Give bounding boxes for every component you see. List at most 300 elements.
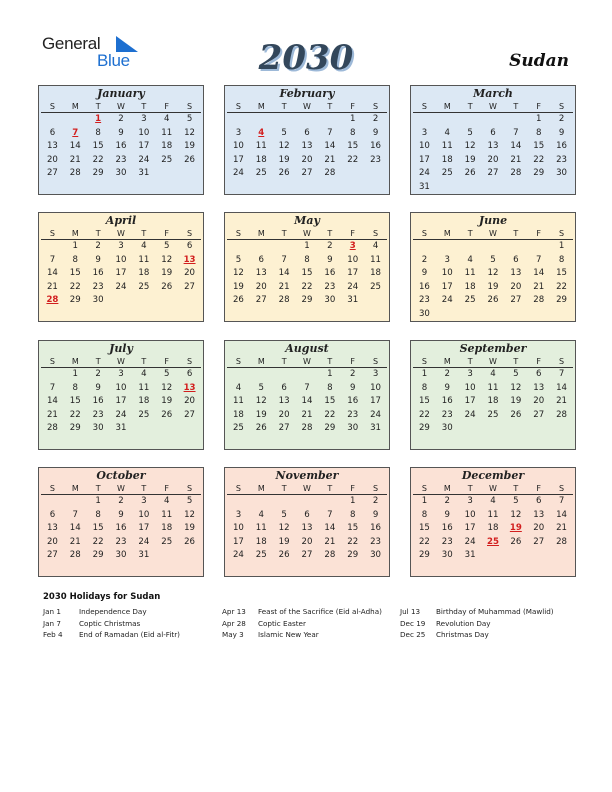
day-cell: 9 (118, 509, 124, 520)
day-cell: 24 (464, 409, 476, 420)
day-cell: 23 (370, 536, 382, 547)
holiday-date: Dec 25 (400, 630, 426, 640)
logo-text-blue: Blue (97, 51, 130, 70)
day-cell: 4 (163, 114, 170, 124)
weekday-label: S (49, 484, 55, 493)
day-cell: 19 (184, 141, 196, 152)
day-cell: 22 (556, 281, 568, 292)
holidays-column (400, 606, 554, 641)
day-cell: 22 (92, 154, 104, 165)
day-cell: 19 (161, 396, 173, 407)
day-cell: 20 (487, 154, 499, 165)
day-cell: 7 (304, 382, 310, 393)
weekday-label: W (117, 102, 125, 111)
weekday-header (41, 356, 201, 368)
weekday-header (413, 483, 573, 495)
day-cell: 27 (278, 423, 290, 434)
holiday-name: Feast of the Sacrifice (Eid al-Adha) (258, 607, 382, 616)
day-cell: 13 (301, 141, 313, 152)
day-cell: 18 (487, 396, 499, 407)
day-cell: 26 (184, 154, 196, 165)
day-cell: 13 (255, 268, 267, 279)
holiday-date: Apr 28 (222, 618, 246, 628)
day-cell: 23 (441, 409, 453, 420)
day-cell: 16 (370, 523, 382, 534)
empty-day (273, 368, 296, 382)
weekday-label: S (49, 229, 55, 238)
logo-triangle-icon (116, 36, 138, 52)
day-cell: 18 (255, 536, 267, 547)
weekday-label: M (71, 357, 79, 366)
weekday-label: T (141, 357, 147, 366)
day-cell: 21 (510, 154, 522, 165)
day-cell: 21 (278, 281, 290, 292)
day-cell: 7 (513, 127, 519, 138)
month-title: October (96, 469, 146, 482)
day-cell: 18 (441, 154, 453, 165)
day-cell: 3 (235, 509, 242, 520)
day-cell: 20 (301, 536, 313, 547)
country-name: Sudan (509, 51, 569, 71)
day-cell: 28 (556, 409, 568, 420)
day-cell: 25 (255, 168, 267, 179)
day-cell: 19 (255, 409, 267, 420)
day-cell: 30 (441, 550, 453, 561)
empty-day (504, 240, 527, 254)
holiday-name: Coptic Christmas (79, 618, 141, 628)
day-cell: 7 (72, 509, 78, 520)
day-cell: 27 (487, 168, 499, 179)
day-cell: 31 (138, 168, 150, 179)
day-cell: 7 (558, 369, 565, 379)
day-cell: 11 (161, 127, 173, 138)
day-cell: 29 (418, 423, 430, 434)
day-cell: 1 (421, 496, 428, 506)
weekday-label: S (559, 102, 565, 111)
weekday-header (41, 101, 201, 113)
day-cell: 30 (115, 550, 127, 561)
day-cell: 13 (487, 141, 499, 152)
day-cell: 13 (533, 509, 545, 520)
weekday-label: F (350, 357, 356, 366)
day-cell: 29 (69, 295, 81, 306)
weekday-label: S (559, 229, 565, 238)
day-cell: 7 (49, 382, 56, 393)
day-cell: 6 (535, 369, 542, 379)
day-cell: 14 (510, 141, 522, 152)
day-cell: 28 (301, 423, 313, 434)
day-cell: 19 (232, 281, 244, 292)
day-cell: 16 (347, 396, 359, 407)
day-cell: 7 (281, 254, 287, 265)
weekday-label: F (350, 484, 356, 493)
day-cell: 12 (487, 268, 499, 279)
day-cell: 20 (46, 154, 58, 165)
empty-day (250, 368, 273, 382)
day-cell: 28 (69, 550, 81, 561)
empty-day (227, 240, 250, 254)
weekday-header (227, 101, 387, 113)
day-cell: 29 (347, 550, 359, 561)
day-cell: 4 (490, 496, 496, 506)
day-cell: 14 (278, 268, 290, 279)
day-cell: 9 (421, 268, 428, 279)
weekday-label: F (350, 102, 356, 111)
day-cell: 11 (255, 523, 267, 534)
day-cell: 3 (141, 114, 147, 124)
month-title: November (275, 469, 339, 482)
day-cell: 9 (372, 127, 379, 138)
empty-day (482, 240, 505, 254)
day-cell: 10 (138, 509, 150, 520)
day-cell: 11 (232, 396, 244, 407)
weekday-label: W (303, 229, 311, 238)
day-cell: 14 (324, 523, 336, 534)
day-cell: 20 (184, 268, 196, 279)
empty-day (227, 113, 250, 127)
day-cell: 9 (349, 382, 356, 393)
holiday-date: Apr 13 (222, 607, 246, 616)
day-cell: 8 (349, 509, 356, 520)
day-cell: 5 (513, 369, 519, 379)
weekday-label: W (489, 484, 497, 493)
day-cell: 6 (186, 369, 193, 379)
holiday-entry (222, 606, 382, 618)
day-cell: 23 (324, 281, 336, 292)
day-cell: 10 (464, 509, 476, 520)
day-cell: 1 (72, 369, 78, 379)
day-cell: 12 (161, 254, 173, 265)
day-cell: 3 (118, 241, 124, 251)
weekday-label: T (95, 229, 101, 238)
weekday-label: S (187, 357, 193, 366)
day-cell: 6 (49, 127, 56, 138)
holiday-entry (43, 606, 180, 618)
weekday-label: W (303, 357, 311, 366)
weekday-label: M (71, 102, 79, 111)
month-title: September (459, 342, 527, 355)
weekday-label: T (281, 229, 287, 238)
day-cell: 6 (535, 496, 542, 506)
day-cell: 13 (533, 382, 545, 393)
day-cell: 15 (533, 141, 545, 152)
holiday-day: 13 (183, 382, 196, 393)
day-cell: 27 (46, 550, 58, 561)
day-cell: 17 (115, 268, 127, 279)
weekday-label: T (95, 102, 101, 111)
logo-text-general: General (42, 34, 101, 53)
empty-day (250, 495, 273, 509)
weekday-header (227, 483, 387, 495)
day-cell: 16 (115, 523, 127, 534)
weekday-label: S (49, 102, 55, 111)
day-cell: 17 (464, 523, 476, 534)
day-cell: 9 (444, 382, 450, 393)
day-cell: 14 (533, 268, 545, 279)
day-cell: 24 (370, 409, 382, 420)
empty-day (318, 113, 341, 127)
day-cell: 24 (115, 281, 127, 292)
day-cell: 11 (487, 509, 499, 520)
day-cell: 19 (487, 281, 499, 292)
day-cell: 16 (370, 141, 382, 152)
day-cell: 24 (115, 409, 127, 420)
day-cell: 24 (347, 281, 359, 292)
weekday-label: S (235, 484, 241, 493)
day-cell: 9 (372, 509, 379, 520)
day-cell: 22 (69, 409, 81, 420)
day-cell: 12 (510, 382, 522, 393)
holiday-day: 4 (258, 127, 265, 138)
day-cell: 10 (138, 127, 150, 138)
day-cell: 12 (510, 509, 522, 520)
day-cell: 12 (232, 268, 244, 279)
weekday-header (41, 228, 201, 240)
day-cell: 16 (92, 268, 104, 279)
empty-day (504, 113, 527, 127)
day-cell: 5 (163, 369, 170, 379)
day-cell: 30 (92, 423, 104, 434)
empty-day (296, 495, 319, 509)
day-cell: 24 (232, 550, 244, 561)
empty-day (482, 113, 505, 127)
day-cell: 5 (467, 127, 473, 138)
month-march (410, 85, 576, 195)
day-cell: 1 (558, 241, 565, 251)
holiday-date: Feb 4 (43, 630, 63, 640)
calendar-year: 2030 (258, 38, 354, 78)
day-cell: 10 (115, 254, 127, 265)
day-cell: 15 (69, 396, 81, 407)
weekday-label: F (164, 102, 170, 111)
day-cell: 6 (49, 509, 56, 520)
day-cell: 5 (281, 127, 287, 138)
weekday-label: S (373, 484, 379, 493)
weekday-label: S (49, 357, 55, 366)
weekday-label: S (235, 229, 241, 238)
weekday-label: F (350, 229, 356, 238)
weekday-header (413, 356, 573, 368)
month-july (38, 340, 204, 450)
holiday-date: Dec 19 (400, 618, 426, 628)
weekday-label: T (467, 229, 473, 238)
day-cell: 26 (161, 409, 173, 420)
day-cell: 16 (418, 281, 430, 292)
day-grid (413, 240, 573, 322)
day-cell: 31 (115, 423, 127, 434)
day-cell: 23 (441, 536, 453, 547)
day-cell: 28 (533, 295, 545, 306)
empty-day (64, 113, 87, 127)
empty-day (413, 113, 436, 127)
weekday-label: T (327, 229, 333, 238)
day-cell: 8 (95, 127, 101, 138)
day-cell: 10 (464, 382, 476, 393)
day-cell: 30 (418, 308, 430, 319)
day-cell: 1 (349, 114, 356, 124)
day-cell: 14 (69, 523, 81, 534)
day-cell: 9 (95, 382, 101, 393)
day-cell: 2 (118, 114, 124, 124)
day-cell: 2 (118, 496, 124, 506)
day-cell: 17 (138, 141, 150, 152)
day-cell: 1 (421, 369, 428, 379)
empty-day (527, 240, 550, 254)
day-cell: 8 (421, 382, 428, 393)
day-cell: 4 (163, 496, 170, 506)
day-cell: 21 (556, 396, 568, 407)
day-cell: 27 (46, 168, 58, 179)
holidays-column (43, 606, 180, 641)
empty-day (227, 495, 250, 509)
day-cell: 26 (278, 168, 290, 179)
empty-day (250, 113, 273, 127)
weekday-label: S (187, 484, 193, 493)
day-cell: 14 (46, 396, 58, 407)
generalblue-logo (42, 34, 152, 74)
weekday-label: T (281, 102, 287, 111)
day-cell: 4 (141, 241, 147, 251)
day-cell: 28 (510, 168, 522, 179)
day-cell: 1 (327, 369, 333, 379)
weekday-header (413, 101, 573, 113)
day-cell: 3 (421, 127, 428, 138)
day-cell: 18 (138, 268, 150, 279)
day-cell: 25 (161, 154, 173, 165)
month-september (410, 340, 576, 450)
weekday-label: S (559, 484, 565, 493)
day-cell: 13 (510, 268, 522, 279)
day-cell: 22 (347, 536, 359, 547)
day-cell: 25 (232, 423, 244, 434)
empty-day (436, 240, 459, 254)
day-cell: 5 (490, 254, 496, 265)
holiday-name: Christmas Day (436, 630, 489, 640)
day-cell: 9 (95, 254, 101, 265)
day-cell: 22 (301, 281, 313, 292)
day-cell: 14 (46, 268, 58, 279)
weekday-label: T (141, 484, 147, 493)
month-title: July (109, 342, 133, 355)
day-cell: 22 (92, 536, 104, 547)
day-cell: 11 (138, 254, 150, 265)
holiday-date: Jul 13 (400, 607, 421, 616)
weekday-label: S (421, 484, 427, 493)
day-cell: 27 (255, 295, 267, 306)
day-cell: 2 (372, 496, 379, 506)
day-cell: 21 (324, 536, 336, 547)
day-cell: 6 (513, 254, 519, 265)
day-grid (413, 495, 573, 563)
weekday-label: F (164, 229, 170, 238)
month-april (38, 212, 204, 322)
day-grid (41, 240, 201, 308)
holiday-entry (43, 629, 180, 641)
month-title: March (473, 87, 513, 100)
day-cell: 21 (533, 281, 545, 292)
weekday-header (41, 483, 201, 495)
day-cell: 22 (418, 409, 430, 420)
day-cell: 13 (278, 396, 290, 407)
month-january (38, 85, 204, 195)
day-cell: 30 (324, 295, 336, 306)
day-cell: 5 (163, 241, 170, 251)
empty-day (41, 240, 64, 254)
day-cell: 23 (347, 409, 359, 420)
holiday-entry (400, 606, 554, 618)
weekday-header (227, 356, 387, 368)
weekday-label: F (536, 102, 542, 111)
day-cell: 3 (372, 369, 379, 379)
day-cell: 10 (232, 141, 244, 152)
holiday-name: Islamic New Year (258, 630, 319, 640)
day-cell: 15 (418, 523, 430, 534)
holiday-day: 13 (183, 254, 196, 265)
day-cell: 19 (278, 154, 290, 165)
month-title: December (461, 469, 525, 482)
day-cell: 10 (115, 382, 127, 393)
day-cell: 16 (92, 396, 104, 407)
day-cell: 17 (115, 396, 127, 407)
holiday-day: 25 (487, 536, 499, 547)
day-cell: 17 (232, 154, 244, 165)
month-november (224, 467, 390, 577)
day-cell: 19 (161, 268, 173, 279)
weekday-label: W (489, 102, 497, 111)
day-cell: 31 (370, 423, 382, 434)
day-cell: 26 (278, 550, 290, 561)
weekday-label: W (303, 102, 311, 111)
holiday-name: End of Ramadan (Eid al-Fitr) (79, 630, 180, 640)
weekday-label: W (117, 229, 125, 238)
day-cell: 20 (46, 536, 58, 547)
empty-day (227, 368, 250, 382)
weekday-label: T (95, 484, 101, 493)
weekday-label: F (536, 229, 542, 238)
day-cell: 11 (138, 382, 150, 393)
month-june (410, 212, 576, 322)
holiday-entry (400, 629, 554, 641)
day-cell: 21 (556, 523, 568, 534)
day-cell: 8 (72, 382, 78, 393)
holidays-title: 2030 Holidays for Sudan (43, 592, 161, 602)
day-cell: 17 (138, 523, 150, 534)
day-cell: 10 (441, 268, 453, 279)
day-cell: 7 (49, 254, 56, 265)
day-cell: 26 (464, 168, 476, 179)
day-cell: 3 (141, 496, 147, 506)
day-cell: 20 (278, 409, 290, 420)
day-cell: 30 (347, 423, 359, 434)
day-cell: 14 (301, 396, 313, 407)
day-cell: 8 (72, 254, 78, 265)
month-august (224, 340, 390, 450)
day-cell: 20 (184, 396, 196, 407)
day-cell: 14 (324, 141, 336, 152)
day-cell: 30 (441, 423, 453, 434)
weekday-label: T (467, 102, 473, 111)
day-cell: 2 (327, 241, 333, 251)
day-cell: 11 (441, 141, 453, 152)
empty-day (459, 113, 482, 127)
weekday-label: S (187, 102, 193, 111)
day-cell: 18 (370, 268, 382, 279)
day-cell: 11 (161, 509, 173, 520)
weekday-label: T (513, 229, 519, 238)
day-cell: 12 (184, 509, 196, 520)
day-cell: 1 (304, 241, 310, 251)
day-cell: 1 (72, 241, 78, 251)
